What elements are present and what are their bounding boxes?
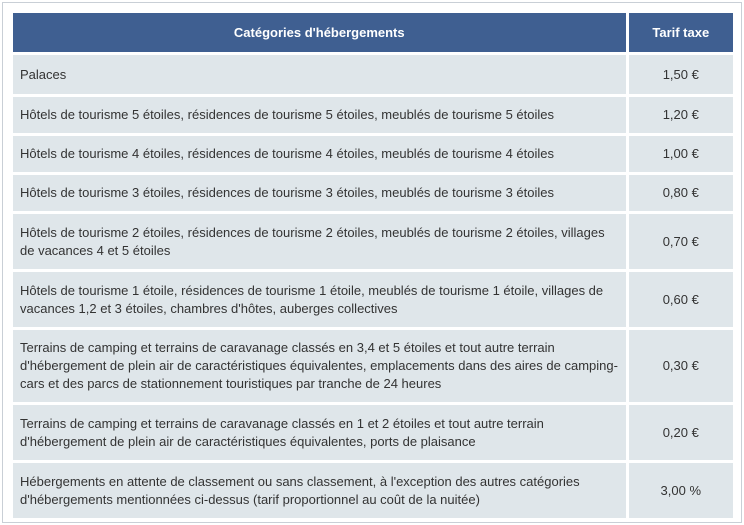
table-row bbox=[13, 175, 733, 211]
table-container bbox=[2, 2, 742, 523]
table-row bbox=[13, 214, 733, 269]
header-category: Catégories d'hébergements bbox=[13, 13, 626, 52]
row-rate: 1,00 € bbox=[629, 136, 733, 172]
row-category: Hôtels de tourisme 5 étoiles, résidences de tourisme 5 étoiles, meublés de tourisme 5 étoiles bbox=[13, 97, 626, 133]
row-category: Terrains de camping et terrains de caravanage classés en 1 et 2 étoiles et tout autre terrain d'hébergement de plein air de caractéristiques équivalentes, ports de plaisance bbox=[13, 405, 626, 460]
row-rate: 0,30 € bbox=[629, 330, 733, 402]
table-row bbox=[13, 330, 733, 402]
row-rate: 0,80 € bbox=[629, 175, 733, 211]
table-row bbox=[13, 463, 733, 518]
row-rate: 0,70 € bbox=[629, 214, 733, 269]
row-category: Hôtels de tourisme 3 étoiles, résidences de tourisme 3 étoiles, meublés de tourisme 3 étoiles bbox=[13, 175, 626, 211]
header-rate: Tarif taxe bbox=[629, 13, 733, 52]
row-category: Hôtels de tourisme 1 étoile, résidences de tourisme 1 étoile, meublés de tourisme 1 étoile, villages de vacances 1,2 et 3 étoiles, chambres d'hôtes, auberges collectives bbox=[13, 272, 626, 327]
tax-rate-table bbox=[10, 10, 736, 521]
row-rate: 0,20 € bbox=[629, 405, 733, 460]
row-rate: 1,20 € bbox=[629, 97, 733, 133]
row-category: Terrains de camping et terrains de caravanage classés en 3,4 et 5 étoiles et tout autre terrain d'hébergement de plein air de caractéristiques équivalentes, emplacements dans des aires de camping-cars et des parcs de stationnement touristiques par tranche de 24 heures bbox=[13, 330, 626, 402]
table-row bbox=[13, 55, 733, 94]
row-category: Palaces bbox=[13, 55, 626, 94]
row-rate: 1,50 € bbox=[629, 55, 733, 94]
row-rate: 3,00 % bbox=[629, 463, 733, 518]
row-category: Hébergements en attente de classement ou sans classement, à l'exception des autres catégories d'hébergements mentionnées ci-dessus (tarif proportionnel au coût de la nuitée) bbox=[13, 463, 626, 518]
table-row bbox=[13, 136, 733, 172]
row-rate: 0,60 € bbox=[629, 272, 733, 327]
table-row bbox=[13, 97, 733, 133]
row-category: Hôtels de tourisme 2 étoiles, résidences de tourisme 2 étoiles, meublés de tourisme 2 étoiles, villages de vacances 4 et 5 étoiles bbox=[13, 214, 626, 269]
table-row bbox=[13, 405, 733, 460]
row-category: Hôtels de tourisme 4 étoiles, résidences de tourisme 4 étoiles, meublés de tourisme 4 étoiles bbox=[13, 136, 626, 172]
table-header-row bbox=[13, 13, 733, 52]
table-row bbox=[13, 272, 733, 327]
